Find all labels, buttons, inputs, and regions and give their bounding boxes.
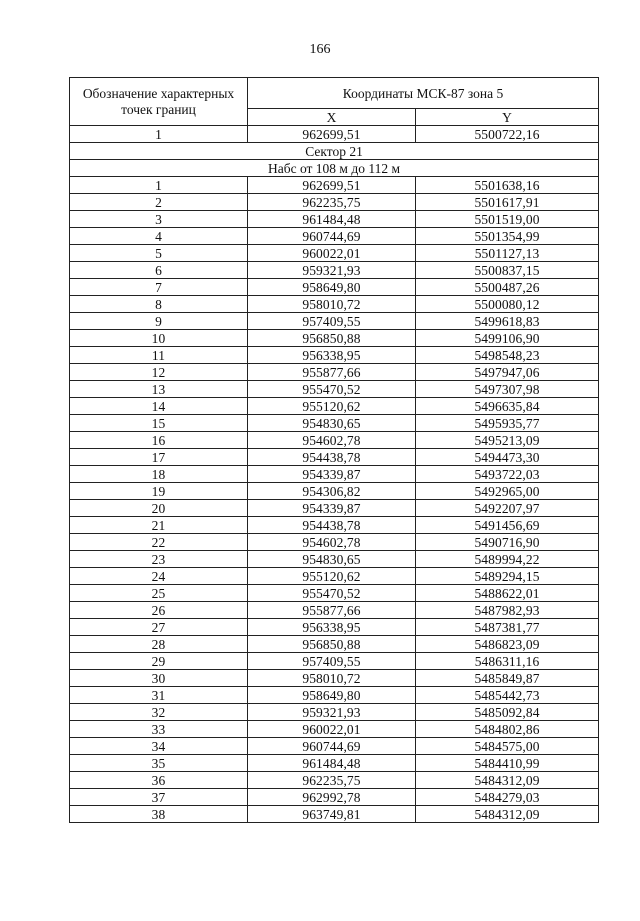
y-coordinate: 5485092,84 bbox=[416, 704, 599, 721]
y-coordinate: 5484279,03 bbox=[416, 789, 599, 806]
x-coordinate: 956338,95 bbox=[248, 347, 416, 364]
table-row bbox=[70, 313, 599, 330]
y-coordinate: 5493722,03 bbox=[416, 466, 599, 483]
table-row bbox=[70, 245, 599, 262]
x-coordinate: 955120,62 bbox=[248, 398, 416, 415]
x-coordinate: 957409,55 bbox=[248, 653, 416, 670]
sector-title: Сектор 21 bbox=[70, 143, 599, 160]
x-coordinate: 955877,66 bbox=[248, 602, 416, 619]
table-row bbox=[70, 432, 599, 449]
x-coordinate: 957409,55 bbox=[248, 313, 416, 330]
table-row bbox=[70, 551, 599, 568]
point-number: 34 bbox=[70, 738, 248, 755]
y-coordinate: 5484802,86 bbox=[416, 721, 599, 738]
point-number: 20 bbox=[70, 500, 248, 517]
point-number: 17 bbox=[70, 449, 248, 466]
point-number: 19 bbox=[70, 483, 248, 500]
x-coordinate: 958649,80 bbox=[248, 279, 416, 296]
point-number: 32 bbox=[70, 704, 248, 721]
y-column-header: Y bbox=[416, 109, 599, 126]
y-coordinate: 5497307,98 bbox=[416, 381, 599, 398]
y-coordinate: 5492207,97 bbox=[416, 500, 599, 517]
table-row bbox=[70, 636, 599, 653]
x-coordinate: 962699,51 bbox=[248, 126, 416, 143]
x-coordinate: 961484,48 bbox=[248, 755, 416, 772]
table-row bbox=[70, 211, 599, 228]
table-row bbox=[70, 194, 599, 211]
y-coordinate: 5487381,77 bbox=[416, 619, 599, 636]
point-number: 15 bbox=[70, 415, 248, 432]
x-coordinate: 954306,82 bbox=[248, 483, 416, 500]
table-row bbox=[70, 738, 599, 755]
point-number: 36 bbox=[70, 772, 248, 789]
x-coordinate: 960022,01 bbox=[248, 721, 416, 738]
y-coordinate: 5484575,00 bbox=[416, 738, 599, 755]
point-number: 23 bbox=[70, 551, 248, 568]
point-number: 7 bbox=[70, 279, 248, 296]
x-coordinate: 956850,88 bbox=[248, 330, 416, 347]
x-coordinate: 962992,78 bbox=[248, 789, 416, 806]
table-row bbox=[70, 704, 599, 721]
y-coordinate: 5485849,87 bbox=[416, 670, 599, 687]
table-row bbox=[70, 177, 599, 194]
point-number: 14 bbox=[70, 398, 248, 415]
point-number: 2 bbox=[70, 194, 248, 211]
height-range-row bbox=[70, 160, 599, 177]
x-coordinate: 954339,87 bbox=[248, 466, 416, 483]
point-number: 12 bbox=[70, 364, 248, 381]
y-coordinate: 5492965,00 bbox=[416, 483, 599, 500]
y-coordinate: 5489294,15 bbox=[416, 568, 599, 585]
y-coordinate: 5495213,09 bbox=[416, 432, 599, 449]
point-number: 22 bbox=[70, 534, 248, 551]
table-row bbox=[70, 602, 599, 619]
point-number: 38 bbox=[70, 806, 248, 823]
point-number: 18 bbox=[70, 466, 248, 483]
x-column-header: X bbox=[248, 109, 416, 126]
table-row bbox=[70, 364, 599, 381]
x-coordinate: 955470,52 bbox=[248, 585, 416, 602]
x-coordinate: 962235,75 bbox=[248, 772, 416, 789]
table-row bbox=[70, 415, 599, 432]
x-coordinate: 963749,81 bbox=[248, 806, 416, 823]
table-row bbox=[70, 483, 599, 500]
point-number: 25 bbox=[70, 585, 248, 602]
y-coordinate: 5487982,93 bbox=[416, 602, 599, 619]
x-coordinate: 958010,72 bbox=[248, 296, 416, 313]
point-number: 8 bbox=[70, 296, 248, 313]
table-row bbox=[70, 449, 599, 466]
point-number: 29 bbox=[70, 653, 248, 670]
table-row bbox=[70, 755, 599, 772]
y-coordinate: 5494473,30 bbox=[416, 449, 599, 466]
table-row bbox=[70, 500, 599, 517]
y-coordinate: 5488622,01 bbox=[416, 585, 599, 602]
x-coordinate: 958649,80 bbox=[248, 687, 416, 704]
y-coordinate: 5500722,16 bbox=[416, 126, 599, 143]
point-number: 24 bbox=[70, 568, 248, 585]
point-number: 35 bbox=[70, 755, 248, 772]
x-coordinate: 956338,95 bbox=[248, 619, 416, 636]
table-row bbox=[70, 772, 599, 789]
table-row bbox=[70, 398, 599, 415]
y-coordinate: 5500837,15 bbox=[416, 262, 599, 279]
point-number: 3 bbox=[70, 211, 248, 228]
x-coordinate: 961484,48 bbox=[248, 211, 416, 228]
page-number: 166 bbox=[309, 42, 331, 57]
y-coordinate: 5499618,83 bbox=[416, 313, 599, 330]
y-coordinate: 5489994,22 bbox=[416, 551, 599, 568]
x-coordinate: 960744,69 bbox=[248, 228, 416, 245]
x-coordinate: 954602,78 bbox=[248, 432, 416, 449]
y-coordinate: 5484312,09 bbox=[416, 772, 599, 789]
y-coordinate: 5484312,09 bbox=[416, 806, 599, 823]
point-number: 31 bbox=[70, 687, 248, 704]
point-number: 28 bbox=[70, 636, 248, 653]
x-coordinate: 959321,93 bbox=[248, 262, 416, 279]
x-coordinate: 954830,65 bbox=[248, 415, 416, 432]
x-coordinate: 959321,93 bbox=[248, 704, 416, 721]
x-coordinate: 955120,62 bbox=[248, 568, 416, 585]
coordinate-system-header: Координаты МСК-87 зона 5 bbox=[248, 78, 599, 109]
x-coordinate: 955877,66 bbox=[248, 364, 416, 381]
x-coordinate: 958010,72 bbox=[248, 670, 416, 687]
y-coordinate: 5501638,16 bbox=[416, 177, 599, 194]
point-number: 5 bbox=[70, 245, 248, 262]
table-row bbox=[70, 721, 599, 738]
y-coordinate: 5500080,12 bbox=[416, 296, 599, 313]
x-coordinate: 960744,69 bbox=[248, 738, 416, 755]
table-row bbox=[70, 619, 599, 636]
table-row bbox=[70, 347, 599, 364]
x-coordinate: 960022,01 bbox=[248, 245, 416, 262]
table-row bbox=[70, 568, 599, 585]
x-coordinate: 954602,78 bbox=[248, 534, 416, 551]
point-number: 9 bbox=[70, 313, 248, 330]
y-coordinate: 5486823,09 bbox=[416, 636, 599, 653]
y-coordinate: 5491456,69 bbox=[416, 517, 599, 534]
header-row bbox=[70, 78, 599, 109]
point-designation-header: Обозначение характерных точек границ bbox=[70, 78, 248, 126]
y-coordinate: 5501617,91 bbox=[416, 194, 599, 211]
x-coordinate: 956850,88 bbox=[248, 636, 416, 653]
table-row bbox=[70, 330, 599, 347]
y-coordinate: 5500487,26 bbox=[416, 279, 599, 296]
table-row bbox=[70, 789, 599, 806]
point-number: 13 bbox=[70, 381, 248, 398]
y-coordinate: 5496635,84 bbox=[416, 398, 599, 415]
point-number: 21 bbox=[70, 517, 248, 534]
y-coordinate: 5498548,23 bbox=[416, 347, 599, 364]
point-number: 30 bbox=[70, 670, 248, 687]
table-row bbox=[70, 670, 599, 687]
point-number: 4 bbox=[70, 228, 248, 245]
table-row bbox=[70, 585, 599, 602]
table-row bbox=[70, 534, 599, 551]
y-coordinate: 5486311,16 bbox=[416, 653, 599, 670]
point-number: 33 bbox=[70, 721, 248, 738]
point-number: 16 bbox=[70, 432, 248, 449]
x-coordinate: 962699,51 bbox=[248, 177, 416, 194]
height-range: Набс от 108 м до 112 м bbox=[70, 160, 599, 177]
table-row bbox=[70, 228, 599, 245]
table-row bbox=[70, 517, 599, 534]
table-row bbox=[70, 262, 599, 279]
y-coordinate: 5501519,00 bbox=[416, 211, 599, 228]
point-number: 26 bbox=[70, 602, 248, 619]
y-coordinate: 5495935,77 bbox=[416, 415, 599, 432]
table-row bbox=[70, 687, 599, 704]
point-number: 10 bbox=[70, 330, 248, 347]
x-coordinate: 955470,52 bbox=[248, 381, 416, 398]
y-coordinate: 5497947,06 bbox=[416, 364, 599, 381]
point-number: 1 bbox=[70, 177, 248, 194]
y-coordinate: 5485442,73 bbox=[416, 687, 599, 704]
table-row bbox=[70, 279, 599, 296]
coordinates-table bbox=[69, 77, 599, 823]
point-number: 11 bbox=[70, 347, 248, 364]
y-coordinate: 5501127,13 bbox=[416, 245, 599, 262]
x-coordinate: 962235,75 bbox=[248, 194, 416, 211]
x-coordinate: 954339,87 bbox=[248, 500, 416, 517]
table-row bbox=[70, 466, 599, 483]
sector-title-row bbox=[70, 143, 599, 160]
point-number: 37 bbox=[70, 789, 248, 806]
point-number: 27 bbox=[70, 619, 248, 636]
point-number: 6 bbox=[70, 262, 248, 279]
table-row bbox=[70, 653, 599, 670]
point-number: 1 bbox=[70, 126, 248, 143]
table-row bbox=[70, 126, 599, 143]
y-coordinate: 5499106,90 bbox=[416, 330, 599, 347]
y-coordinate: 5484410,99 bbox=[416, 755, 599, 772]
x-coordinate: 954438,78 bbox=[248, 449, 416, 466]
y-coordinate: 5501354,99 bbox=[416, 228, 599, 245]
x-coordinate: 954438,78 bbox=[248, 517, 416, 534]
table-row bbox=[70, 806, 599, 823]
table-row bbox=[70, 296, 599, 313]
x-coordinate: 954830,65 bbox=[248, 551, 416, 568]
table-row bbox=[70, 381, 599, 398]
y-coordinate: 5490716,90 bbox=[416, 534, 599, 551]
